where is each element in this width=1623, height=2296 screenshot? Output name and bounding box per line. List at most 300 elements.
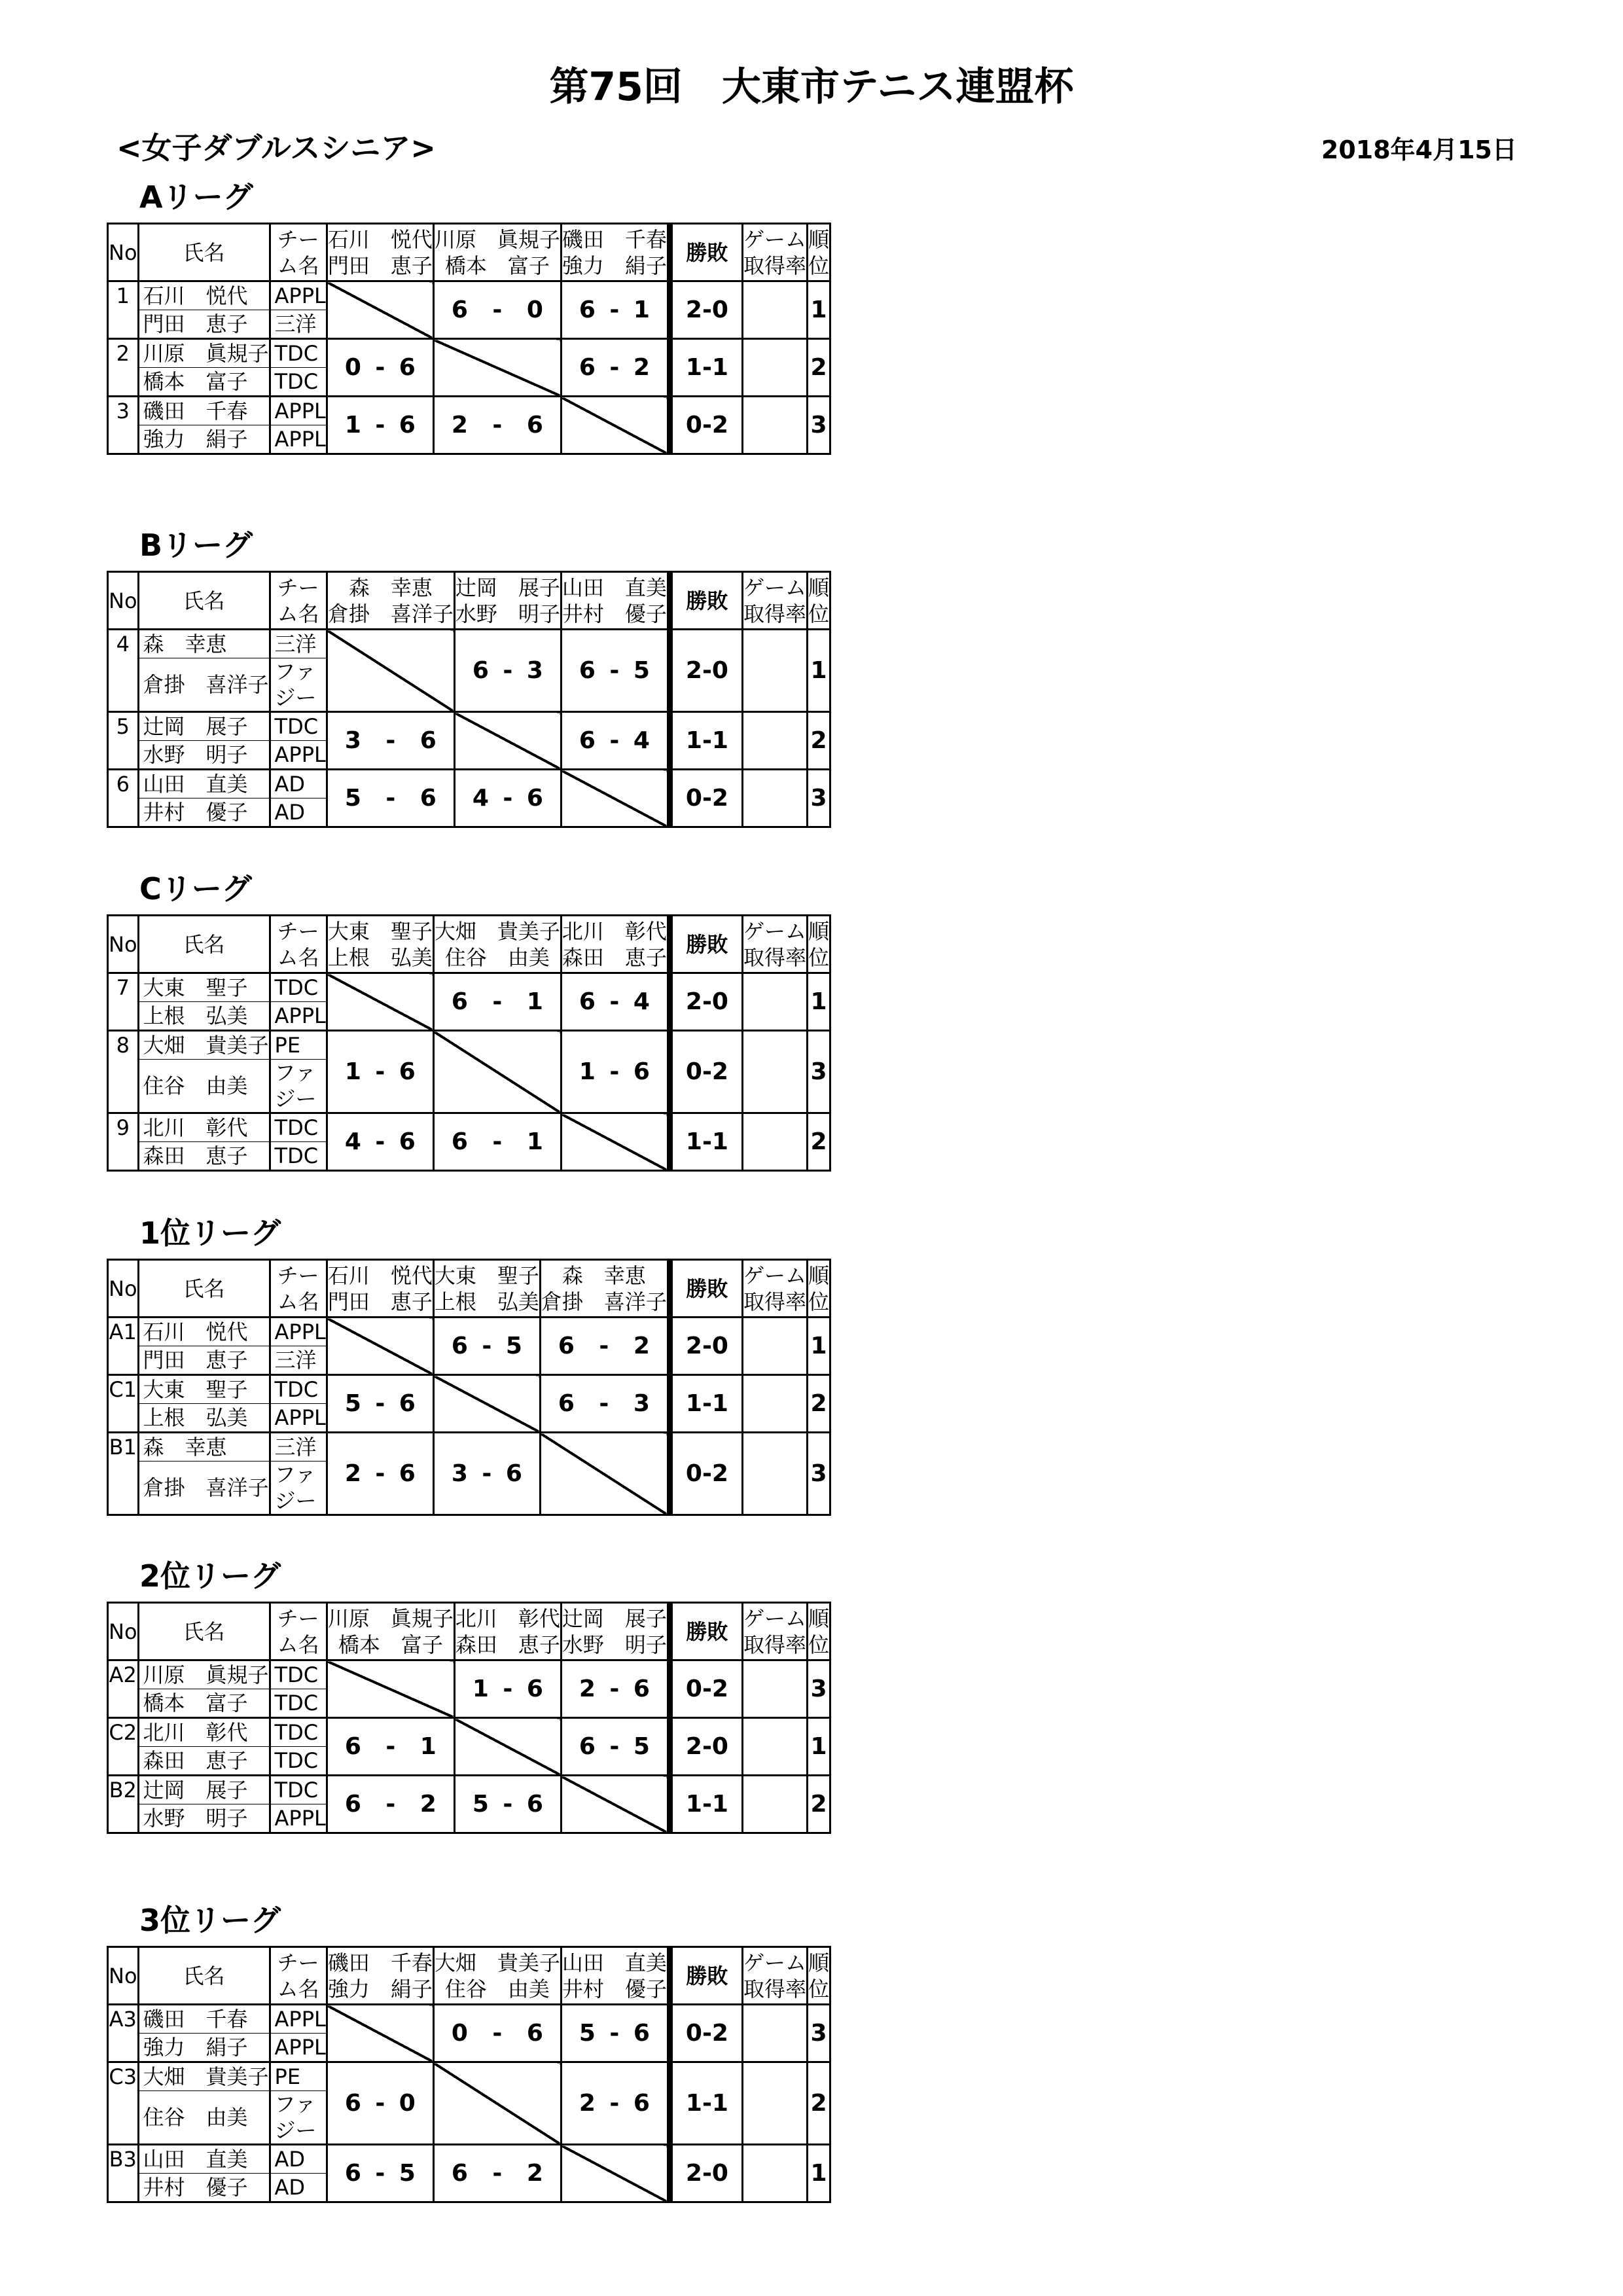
score-separator: - bbox=[492, 2160, 503, 2187]
rank: 1 bbox=[807, 1718, 830, 1776]
team-name: TDC bbox=[270, 1718, 327, 1747]
wl-value: 0 bbox=[711, 657, 728, 684]
league-name: 3位リーグ bbox=[139, 1903, 281, 1938]
opponent-player-2: 門田 恵子 bbox=[327, 1289, 433, 1314]
match-score bbox=[433, 1113, 561, 1171]
team-name: PE bbox=[270, 1031, 327, 1060]
team-name: APPL bbox=[270, 1404, 327, 1433]
score-value: 6 bbox=[419, 785, 437, 812]
match-score bbox=[327, 1718, 454, 1776]
wl-value: 1 bbox=[711, 727, 728, 754]
player-name: 門田 恵子 bbox=[138, 1346, 270, 1375]
table-row bbox=[108, 2005, 830, 2034]
match-score bbox=[561, 712, 668, 770]
team-name: AD bbox=[270, 798, 327, 827]
score-value: 5 bbox=[399, 2160, 416, 2187]
opponent-player-1: 北川 彰代 bbox=[562, 918, 667, 944]
header-rate-line2: 取得率 bbox=[743, 1289, 806, 1314]
score-separator: - bbox=[492, 2020, 503, 2047]
score-value: 6 bbox=[399, 354, 416, 381]
game-rate bbox=[742, 397, 807, 454]
player-name: 水野 明子 bbox=[138, 741, 270, 770]
empty-cell bbox=[669, 1375, 671, 1433]
header-name: 氏名 bbox=[138, 224, 270, 281]
score-value: 6 bbox=[399, 1460, 416, 1487]
wl-separator: - bbox=[702, 988, 712, 1015]
team-name: TDC bbox=[270, 1689, 327, 1718]
score-separator: - bbox=[492, 412, 503, 439]
empty-cell bbox=[669, 1433, 671, 1515]
header-rate-line2: 取得率 bbox=[743, 601, 806, 626]
header-rate-line1: ゲーム bbox=[743, 1263, 806, 1288]
header-rate-line1: ゲーム bbox=[743, 1605, 806, 1631]
match-score bbox=[433, 1433, 540, 1515]
rank: 2 bbox=[807, 1776, 830, 1833]
wl-value: 0 bbox=[685, 1058, 702, 1085]
entry-number: B1 bbox=[108, 1433, 139, 1515]
self-match-cell bbox=[327, 630, 454, 712]
team-name: TDC bbox=[270, 1142, 327, 1171]
score-value: 6 bbox=[526, 1676, 543, 1702]
header-name: 氏名 bbox=[138, 916, 270, 973]
score-value: 5 bbox=[633, 657, 650, 684]
table-row bbox=[108, 712, 830, 741]
score-value: 2 bbox=[633, 354, 650, 381]
header-no: No bbox=[108, 572, 139, 630]
player-name: 大東 聖子 bbox=[138, 1375, 270, 1404]
team-name: TDC bbox=[270, 339, 327, 368]
score-separator: - bbox=[609, 296, 620, 323]
score-value: 1 bbox=[526, 1128, 543, 1155]
wl-value: 0 bbox=[711, 988, 728, 1015]
score-value: 2 bbox=[633, 1333, 650, 1359]
opponent-player-2: 強力 絹子 bbox=[562, 253, 667, 278]
table-row bbox=[108, 770, 830, 798]
game-rate bbox=[742, 1660, 807, 1718]
player-name: 門田 恵子 bbox=[138, 310, 270, 339]
opponent-player-2: 橋本 富子 bbox=[338, 1632, 443, 1657]
match-score bbox=[327, 2145, 433, 2202]
score-value: 6 bbox=[451, 1128, 468, 1155]
score-separator: - bbox=[609, 1058, 620, 1085]
league-table bbox=[107, 914, 831, 1172]
player-name: 大畑 貴美子 bbox=[138, 1031, 270, 1060]
wl-separator: - bbox=[702, 2090, 712, 2117]
win-loss bbox=[671, 1113, 742, 1171]
header-no: No bbox=[108, 1603, 139, 1660]
wl-value: 0 bbox=[685, 412, 702, 439]
game-rate bbox=[742, 630, 807, 712]
self-match-cell bbox=[327, 973, 433, 1031]
header-opponent bbox=[454, 572, 561, 630]
score-separator: - bbox=[609, 2020, 620, 2047]
entry-number: 1 bbox=[108, 281, 139, 339]
game-rate bbox=[742, 770, 807, 827]
header-no: No bbox=[108, 1260, 139, 1318]
league-name: Bリーグ bbox=[139, 528, 253, 563]
score-separator: - bbox=[609, 2090, 620, 2117]
win-loss bbox=[671, 1318, 742, 1375]
wl-separator: - bbox=[702, 785, 712, 812]
team-name: APPL bbox=[270, 1804, 327, 1833]
team-name: TDC bbox=[270, 973, 327, 1002]
wl-value: 0 bbox=[711, 2160, 728, 2187]
wl-separator: - bbox=[702, 1390, 712, 1417]
player-name: 大東 聖子 bbox=[138, 973, 270, 1002]
league-name: 2位リーグ bbox=[139, 1558, 281, 1594]
self-match-cell bbox=[561, 770, 668, 827]
score-separator: - bbox=[503, 785, 513, 812]
table-row bbox=[108, 339, 830, 368]
wl-separator: - bbox=[702, 1676, 712, 1702]
match-score bbox=[561, 2062, 668, 2145]
team-name: ファジー bbox=[270, 1060, 327, 1113]
match-score bbox=[433, 281, 561, 339]
opponent-player-1: 磯田 千春 bbox=[562, 226, 667, 252]
league-name: 1位リーグ bbox=[139, 1215, 281, 1251]
win-loss bbox=[671, 712, 742, 770]
score-value: 6 bbox=[451, 2160, 468, 2187]
score-separator: - bbox=[503, 1791, 513, 1818]
league-table bbox=[107, 1602, 831, 1834]
header-name: 氏名 bbox=[138, 572, 270, 630]
win-loss bbox=[671, 1718, 742, 1776]
score-value: 4 bbox=[633, 988, 650, 1015]
opponent-player-2: 森田 恵子 bbox=[562, 944, 667, 970]
header-result: 勝敗 bbox=[671, 572, 742, 630]
team-name: AD bbox=[270, 770, 327, 798]
rank: 3 bbox=[807, 1660, 830, 1718]
score-value: 1 bbox=[579, 1058, 596, 1085]
score-value: 4 bbox=[344, 1128, 361, 1155]
win-loss bbox=[671, 1433, 742, 1515]
wl-value: 2 bbox=[711, 1058, 728, 1085]
score-value: 6 bbox=[579, 657, 596, 684]
team-name: 三洋 bbox=[270, 1433, 327, 1462]
game-rate bbox=[742, 2145, 807, 2202]
match-score bbox=[454, 770, 561, 827]
opponent-player-2: 住谷 由美 bbox=[444, 1976, 550, 2001]
score-value: 5 bbox=[579, 2020, 596, 2047]
team-name: AD bbox=[270, 2174, 327, 2202]
wl-value: 1 bbox=[711, 1128, 728, 1155]
table-row bbox=[108, 1318, 830, 1346]
league-name: Cリーグ bbox=[139, 871, 252, 906]
empty-cell bbox=[669, 397, 671, 454]
score-value: 6 bbox=[633, 1058, 650, 1085]
self-match-cell bbox=[561, 1113, 668, 1171]
header-rank: 順位 bbox=[807, 916, 830, 973]
rank: 2 bbox=[807, 339, 830, 397]
score-value: 0 bbox=[344, 354, 361, 381]
header-rank: 順位 bbox=[807, 224, 830, 281]
team-name: TDC bbox=[270, 1776, 327, 1804]
entry-number: A1 bbox=[108, 1318, 139, 1375]
player-name: 辻岡 展子 bbox=[138, 712, 270, 741]
opponent-player-2: 上根 弘美 bbox=[434, 1289, 539, 1314]
score-value: 6 bbox=[526, 412, 543, 439]
entry-number: C3 bbox=[108, 2062, 139, 2145]
game-rate bbox=[742, 1718, 807, 1776]
score-value: 6 bbox=[579, 296, 596, 323]
table-row bbox=[108, 973, 830, 1002]
wl-value: 2 bbox=[711, 412, 728, 439]
player-name: 森田 恵子 bbox=[138, 1142, 270, 1171]
wl-separator: - bbox=[702, 1733, 712, 1760]
header-rate-line2: 取得率 bbox=[743, 1976, 806, 2001]
opponent-player-1: 大畑 貴美子 bbox=[434, 1950, 560, 1975]
header-opponent bbox=[540, 1260, 668, 1318]
match-score bbox=[561, 630, 668, 712]
score-value: 2 bbox=[579, 1676, 596, 1702]
score-value: 6 bbox=[344, 2160, 361, 2187]
page-title: 第75回 大東市テニス連盟杯 bbox=[549, 64, 1074, 110]
score-value: 2 bbox=[579, 2090, 596, 2117]
score-separator: - bbox=[375, 2090, 385, 2117]
wl-separator: - bbox=[702, 354, 712, 381]
empty-cell bbox=[669, 1318, 671, 1375]
player-name: 強力 絹子 bbox=[138, 2034, 270, 2062]
score-value: 2 bbox=[526, 2160, 543, 2187]
match-score bbox=[561, 339, 668, 397]
header-result: 勝敗 bbox=[671, 1947, 742, 2005]
score-value: 3 bbox=[526, 657, 543, 684]
score-value: 1 bbox=[472, 1676, 489, 1702]
wl-value: 2 bbox=[685, 2160, 702, 2187]
league-table bbox=[107, 1946, 831, 2203]
match-score bbox=[454, 1776, 561, 1833]
score-separator: - bbox=[375, 354, 385, 381]
player-name: 森 幸恵 bbox=[138, 630, 270, 658]
score-separator: - bbox=[609, 657, 620, 684]
score-value: 1 bbox=[344, 1058, 361, 1085]
opponent-player-1: 川原 眞規子 bbox=[327, 1605, 454, 1631]
match-score bbox=[454, 1660, 561, 1718]
win-loss bbox=[671, 281, 742, 339]
wl-separator: - bbox=[702, 1058, 712, 1085]
score-value: 6 bbox=[579, 354, 596, 381]
rank: 2 bbox=[807, 1375, 830, 1433]
score-separator: - bbox=[599, 1333, 609, 1359]
self-match-cell bbox=[327, 2005, 433, 2062]
table-header-row bbox=[108, 916, 830, 973]
score-value: 6 bbox=[558, 1390, 575, 1417]
score-separator: - bbox=[482, 1460, 492, 1487]
table-row bbox=[108, 2062, 830, 2091]
empty-cell bbox=[669, 339, 671, 397]
league-table bbox=[107, 1259, 831, 1516]
empty-cell bbox=[669, 2062, 671, 2145]
team-name: AD bbox=[270, 2145, 327, 2174]
self-match-cell bbox=[561, 397, 668, 454]
league-table bbox=[107, 223, 831, 455]
header-opponent bbox=[454, 1603, 561, 1660]
wl-separator: - bbox=[702, 1333, 712, 1359]
player-name: 森田 恵子 bbox=[138, 1747, 270, 1776]
rank: 3 bbox=[807, 1031, 830, 1113]
score-separator: - bbox=[492, 296, 503, 323]
wl-value: 1 bbox=[685, 2090, 702, 2117]
win-loss bbox=[671, 1660, 742, 1718]
score-value: 0 bbox=[526, 296, 543, 323]
player-name: 上根 弘美 bbox=[138, 1002, 270, 1031]
wl-value: 2 bbox=[685, 1333, 702, 1359]
match-score bbox=[327, 397, 433, 454]
wl-separator: - bbox=[702, 2160, 712, 2187]
match-score bbox=[433, 1318, 540, 1375]
rank: 1 bbox=[807, 630, 830, 712]
game-rate bbox=[742, 973, 807, 1031]
player-name: 上根 弘美 bbox=[138, 1404, 270, 1433]
entry-number: A2 bbox=[108, 1660, 139, 1718]
score-separator: - bbox=[375, 2160, 385, 2187]
score-value: 6 bbox=[344, 2090, 361, 2117]
team-name: TDC bbox=[270, 368, 327, 397]
opponent-player-2: 強力 絹子 bbox=[327, 1976, 433, 2001]
header-rate bbox=[742, 1603, 807, 1660]
header-rate-line2: 取得率 bbox=[743, 944, 806, 970]
score-value: 5 bbox=[505, 1333, 522, 1359]
wl-separator: - bbox=[702, 412, 712, 439]
score-separator: - bbox=[609, 988, 620, 1015]
player-name: 森 幸恵 bbox=[138, 1433, 270, 1462]
player-name: 磯田 千春 bbox=[138, 2005, 270, 2034]
team-name: ファジー bbox=[270, 1462, 327, 1515]
match-score bbox=[327, 1776, 454, 1833]
team-name: APPL bbox=[270, 1318, 327, 1346]
header-rate bbox=[742, 572, 807, 630]
score-separator: - bbox=[385, 1791, 396, 1818]
header-rate bbox=[742, 224, 807, 281]
opponent-player-2: 倉掛 喜洋子 bbox=[541, 1289, 667, 1314]
opponent-player-1: 石川 悦代 bbox=[327, 1263, 433, 1288]
team-name: TDC bbox=[270, 1113, 327, 1142]
score-value: 4 bbox=[472, 785, 489, 812]
entry-number: 4 bbox=[108, 630, 139, 712]
header-no: No bbox=[108, 224, 139, 281]
header-opponent bbox=[327, 224, 433, 281]
score-separator: - bbox=[375, 1058, 385, 1085]
team-name: PE bbox=[270, 2062, 327, 2091]
wl-value: 0 bbox=[711, 1333, 728, 1359]
wl-value: 1 bbox=[685, 1791, 702, 1818]
wl-value: 1 bbox=[711, 1791, 728, 1818]
team-name: 三洋 bbox=[270, 630, 327, 658]
match-score bbox=[327, 770, 454, 827]
game-rate bbox=[742, 712, 807, 770]
self-match-cell bbox=[454, 1718, 561, 1776]
score-value: 2 bbox=[344, 1460, 361, 1487]
win-loss bbox=[671, 1375, 742, 1433]
opponent-player-1: 大東 聖子 bbox=[434, 1263, 539, 1288]
team-name: TDC bbox=[270, 712, 327, 741]
score-separator: - bbox=[385, 785, 396, 812]
opponent-player-1: 森 幸恵 bbox=[348, 575, 433, 600]
opponent-player-2: 上根 弘美 bbox=[327, 944, 433, 970]
score-value: 5 bbox=[344, 785, 361, 812]
header-rate-line2: 取得率 bbox=[743, 1632, 806, 1657]
win-loss bbox=[671, 630, 742, 712]
score-separator: - bbox=[375, 1460, 385, 1487]
score-separator: - bbox=[492, 1128, 503, 1155]
match-score bbox=[327, 2062, 433, 2145]
match-score bbox=[561, 281, 668, 339]
opponent-player-1: 磯田 千春 bbox=[327, 1950, 433, 1975]
header-opponent bbox=[561, 572, 668, 630]
team-name: 三洋 bbox=[270, 310, 327, 339]
score-value: 6 bbox=[579, 1733, 596, 1760]
header-opponent bbox=[327, 1603, 454, 1660]
game-rate bbox=[742, 2062, 807, 2145]
score-value: 6 bbox=[344, 1791, 361, 1818]
opponent-player-1: 大畑 貴美子 bbox=[434, 918, 560, 944]
header-rate-line1: ゲーム bbox=[743, 226, 806, 252]
player-name: 橋本 富子 bbox=[138, 1689, 270, 1718]
team-name: ファジー bbox=[270, 658, 327, 712]
score-value: 6 bbox=[633, 2090, 650, 2117]
header-result: 勝敗 bbox=[671, 916, 742, 973]
score-separator: - bbox=[385, 1733, 396, 1760]
player-name: 北川 彰代 bbox=[138, 1718, 270, 1747]
entry-number: 9 bbox=[108, 1113, 139, 1171]
header-rank: 順位 bbox=[807, 1260, 830, 1318]
header-result: 勝敗 bbox=[671, 224, 742, 281]
opponent-player-2: 水野 明子 bbox=[562, 1632, 667, 1657]
team-name: APPL bbox=[270, 2005, 327, 2034]
header-rate-line1: ゲーム bbox=[743, 918, 806, 944]
header-opponent bbox=[327, 916, 433, 973]
header-rate bbox=[742, 1260, 807, 1318]
empty-cell bbox=[669, 630, 671, 712]
header-name: 氏名 bbox=[138, 1603, 270, 1660]
opponent-player-2: 住谷 由美 bbox=[444, 944, 550, 970]
score-value: 1 bbox=[344, 412, 361, 439]
game-rate bbox=[742, 2005, 807, 2062]
entry-number: C1 bbox=[108, 1375, 139, 1433]
table-header-row bbox=[108, 224, 830, 281]
score-value: 6 bbox=[526, 1791, 543, 1818]
wl-separator: - bbox=[702, 1460, 712, 1487]
match-score bbox=[454, 630, 561, 712]
wl-value: 2 bbox=[685, 296, 702, 323]
opponent-player-2: 橋本 富子 bbox=[444, 253, 550, 278]
score-value: 3 bbox=[451, 1460, 468, 1487]
rank: 3 bbox=[807, 397, 830, 454]
wl-value: 2 bbox=[685, 1733, 702, 1760]
league-table bbox=[107, 571, 831, 828]
win-loss bbox=[671, 1031, 742, 1113]
game-rate bbox=[742, 1776, 807, 1833]
player-name: 川原 眞規子 bbox=[138, 1660, 270, 1689]
entry-number: 5 bbox=[108, 712, 139, 770]
wl-value: 0 bbox=[711, 1733, 728, 1760]
team-name: APPL bbox=[270, 741, 327, 770]
wl-value: 1 bbox=[685, 1390, 702, 1417]
entry-number: 8 bbox=[108, 1031, 139, 1113]
player-name: 倉掛 喜洋子 bbox=[138, 658, 270, 712]
entry-number: 3 bbox=[108, 397, 139, 454]
opponent-player-2: 門田 恵子 bbox=[327, 253, 433, 278]
team-name: TDC bbox=[270, 1747, 327, 1776]
score-separator: - bbox=[482, 1333, 492, 1359]
header-team: チーム名 bbox=[270, 916, 327, 973]
player-name: 石川 悦代 bbox=[138, 281, 270, 310]
game-rate bbox=[742, 1433, 807, 1515]
rank: 1 bbox=[807, 2145, 830, 2202]
win-loss bbox=[671, 770, 742, 827]
match-score bbox=[327, 339, 433, 397]
player-name: 川原 眞規子 bbox=[138, 339, 270, 368]
